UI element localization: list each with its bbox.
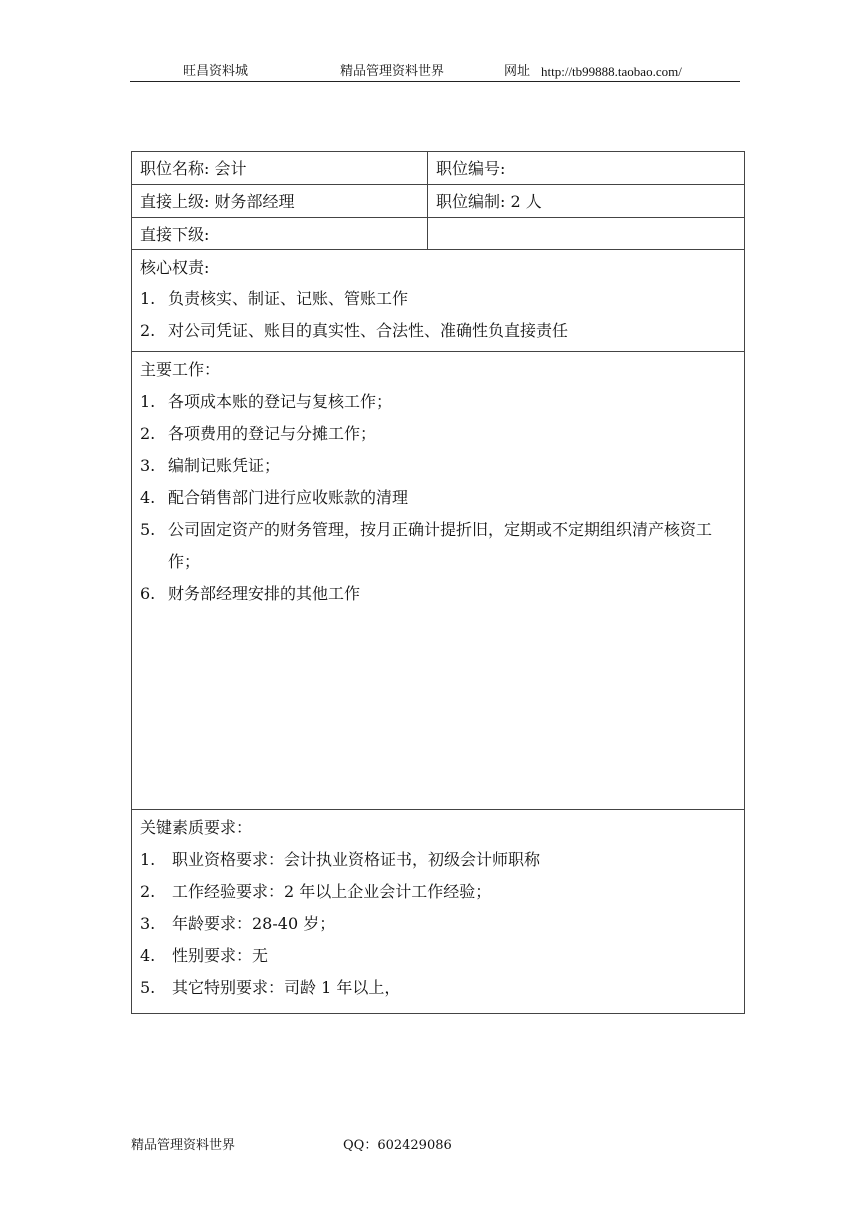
headcount-cell: 职位编制: 2 人: [436, 192, 542, 211]
key-requirements-section: [132, 810, 744, 1013]
main-duties-section: [132, 352, 744, 809]
position-code-cell: 职位编号:: [436, 159, 506, 178]
list-item-number: 6.: [140, 584, 156, 603]
list-item-text: 职业资格要求：会计执业资格证书，初级会计师职称: [172, 850, 541, 869]
list-item-text: 工作经验要求：2 年以上企业会计工作经验；: [172, 882, 492, 901]
main-duties-list: [140, 386, 736, 610]
list-item-number: 5.: [140, 978, 156, 997]
table-row: [132, 152, 744, 185]
header-tagline: 精品管理资料世界: [340, 64, 445, 79]
list-item-number: 4.: [140, 488, 156, 507]
job-description-table: [131, 151, 745, 1014]
header-divider: [130, 81, 740, 82]
list-item: [140, 844, 736, 876]
header-site-name: 旺昌资料城: [183, 64, 249, 79]
list-item-number: 1.: [140, 850, 156, 869]
list-item: [140, 386, 736, 418]
subordinate-cell: 直接下级:: [132, 218, 428, 249]
core-responsibilities-section: [132, 250, 744, 351]
list-item-number: 5.: [140, 520, 156, 539]
table-row: [132, 250, 744, 352]
list-item: [140, 482, 736, 514]
list-item-text: 各项成本账的登记与复核工作；: [168, 392, 393, 411]
list-item-number: 4.: [140, 946, 156, 965]
list-item: [140, 450, 736, 482]
table-row: [132, 352, 744, 810]
list-item-number: 2.: [140, 424, 156, 443]
key-requirements-title: 关键素质要求：: [140, 818, 253, 837]
list-item-text: 性别要求：无: [172, 946, 269, 965]
key-requirements-list: [140, 844, 736, 1004]
footer-site-name: 精品管理资料世界: [131, 1138, 236, 1153]
list-item-number: 1.: [140, 289, 156, 308]
list-item-number: 1.: [140, 392, 156, 411]
list-item: [140, 283, 736, 315]
list-item-text: 其它特别要求：司龄 1 年以上，: [172, 978, 401, 997]
list-item: [140, 514, 736, 578]
list-item-text: 配合销售部门进行应收账款的清理: [168, 488, 409, 507]
list-item: [140, 972, 736, 1004]
core-responsibilities-title: 核心权责:: [140, 258, 210, 277]
empty-cell: [428, 218, 744, 249]
table-row: [132, 218, 744, 250]
list-item: [140, 908, 736, 940]
header-url-link[interactable]: http://tb99888.taobao.com/: [541, 64, 682, 79]
list-item-text: 负责核实、制证、记账、管账工作: [168, 289, 409, 308]
list-item-text: 公司固定资产的财务管理，按月正确计提折旧，定期或不定期组织清产核资工作；: [168, 520, 713, 571]
page-footer: [0, 1138, 868, 1158]
page-header: [0, 0, 868, 82]
header-url-label: 网址: [504, 64, 531, 79]
list-item: [140, 418, 736, 450]
list-item-text: 财务部经理安排的其他工作: [168, 584, 361, 603]
list-item: [140, 315, 736, 347]
list-item-number: 2.: [140, 321, 156, 340]
superior-cell: 直接上级: 财务部经理: [132, 185, 428, 217]
list-item-number: 3.: [140, 456, 156, 475]
position-name-cell: 职位名称: 会计: [132, 152, 428, 184]
list-item: [140, 940, 736, 972]
list-item: [140, 578, 736, 610]
list-item-number: 3.: [140, 914, 156, 933]
list-item-number: 2.: [140, 882, 156, 901]
footer-qq-contact: QQ：602429086: [343, 1138, 452, 1153]
list-item: [140, 876, 736, 908]
main-duties-title: 主要工作：: [140, 360, 221, 379]
core-responsibilities-list: [140, 283, 736, 347]
list-item-text: 年龄要求：28-40 岁；: [172, 914, 336, 933]
list-item-text: 编制记账凭证；: [168, 456, 281, 475]
list-item-text: 对公司凭证、账目的真实性、合法性、准确性负直接责任: [168, 321, 569, 340]
table-row: [132, 185, 744, 218]
table-row: [132, 810, 744, 1013]
list-item-text: 各项费用的登记与分摊工作；: [168, 424, 377, 443]
